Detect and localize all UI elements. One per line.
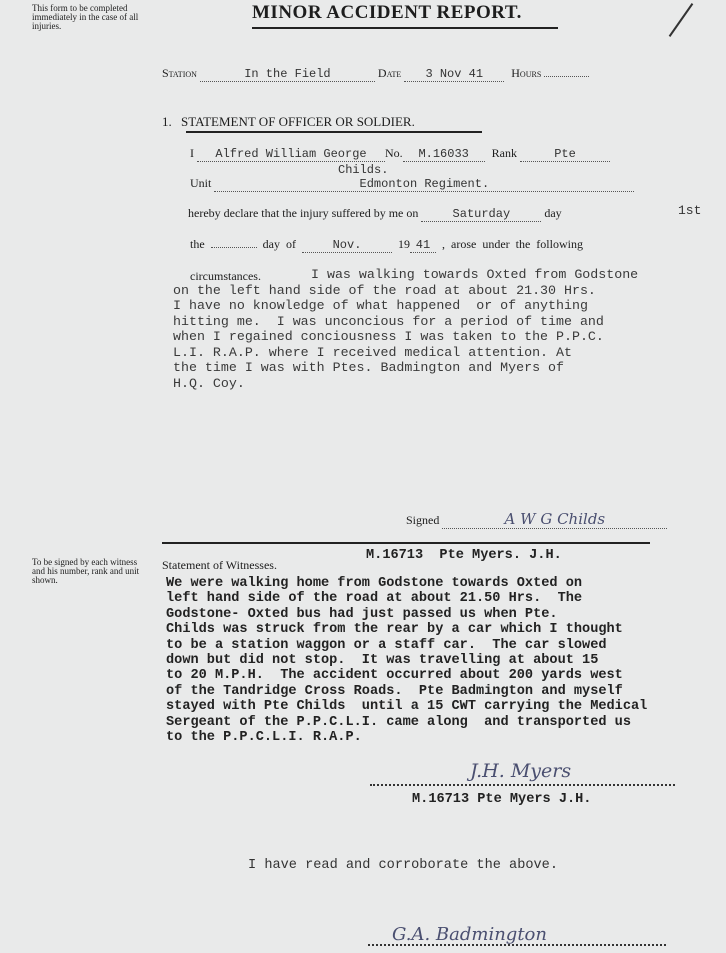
- signed-row: [406, 510, 667, 529]
- i-label: I: [190, 146, 194, 160]
- witness-header: M.16713 Pte Myers. J.H.: [366, 548, 562, 563]
- witness-signature: J.H. Myers: [470, 760, 572, 782]
- year-value: 41: [410, 238, 436, 253]
- margin-note-top: This form to be completed immediately in the case of all injuries.: [32, 3, 139, 31]
- no-label: No.: [385, 146, 403, 160]
- officer-signature: A W G Childs: [442, 510, 667, 529]
- witness-statement: We were walking home from Godstone towards Oxted on left hand side of the road at about 21.50 Hrs. The Godstone- Oxted bus had just passed us when Pte. Childs was struck from the rear by a car which I thought to be a station waggon or a staff car. The car slowed down but did not stop. It was travelling at about 15 to 20 M.P.H. The accident occurred about 200 yards west of the Tandridge Cross Roads. Pte Badmington and myself stayed with Pte Childs until a 15 CWT carrying the Medical Sergeant of the P.P.C.L.I. came along and transported us to the P.P.C.L.I. R.A.P.: [166, 576, 648, 746]
- hours-label: Hours: [511, 66, 542, 80]
- date-row: [190, 237, 583, 253]
- number-value: M.16033: [403, 147, 485, 162]
- section1-heading: [162, 114, 415, 130]
- section1-underline: [186, 131, 482, 133]
- witness-sign-caption: M.16713 Pte Myers J.H.: [412, 792, 592, 807]
- second-witness-sign-line: [368, 944, 666, 946]
- the-label: the: [190, 237, 205, 251]
- surname-value: Childs.: [338, 163, 389, 177]
- hours-value: [544, 76, 589, 77]
- pen-mark: [669, 3, 694, 37]
- name-value: Alfred William George: [197, 147, 385, 162]
- rank-value: Pte: [520, 147, 610, 162]
- day-blank: [211, 247, 257, 248]
- rank-label: Rank: [491, 146, 518, 160]
- station-value: In the Field: [200, 67, 375, 82]
- station-label: Station: [162, 66, 197, 80]
- margin-note-witness: To be signed by each witness and his number, rank and unit shown.: [32, 557, 140, 585]
- declare-text: hereby declare that the injury suffered by me on: [188, 206, 419, 220]
- page-title: MINOR ACCIDENT REPORT.: [252, 2, 522, 23]
- day-of-label: day of: [262, 237, 296, 251]
- day-value: 1st: [678, 203, 702, 218]
- section1-number: 1.: [162, 114, 172, 129]
- witness-sign-line: [370, 784, 675, 786]
- arose-text: , arose under the following: [442, 237, 583, 251]
- title-underline: [252, 27, 558, 29]
- second-witness-signature: G.A. Badmington: [392, 924, 547, 945]
- unit-value: Edmonton Regiment.: [214, 177, 634, 192]
- name-row: [190, 146, 610, 162]
- circumstances-label: circumstances.: [190, 269, 261, 283]
- witness-label: Statement of Witnesses.: [162, 558, 277, 572]
- month-value: Nov.: [302, 238, 392, 253]
- corroborate-text: I have read and corroborate the above.: [248, 858, 558, 873]
- officer-statement: I was walking towards Oxted from Godstone on the left hand side of the road at about 21.30 Hrs. I have no knowledge of what happened or of anything hitting me. I was unconcious for a period of time and when I regained conciousness I was taken to the P.P.C. L.I. R.A.P. where I received medical attention. At the time I was with Ptes. Badmington and Myers of H.Q. Coy.: [173, 267, 639, 391]
- unit-label: Unit: [190, 176, 212, 190]
- declare-row: [188, 206, 562, 222]
- unit-row: [190, 176, 634, 192]
- year-prefix: 19: [398, 237, 410, 251]
- section-divider: [162, 542, 650, 544]
- station-row: [162, 66, 589, 82]
- day-label: day: [544, 206, 562, 220]
- signed-label: Signed: [406, 513, 440, 527]
- weekday-value: Saturday: [421, 207, 541, 222]
- date-value: 3 Nov 41: [404, 67, 504, 82]
- section1-title: STATEMENT OF OFFICER OR SOLDIER.: [181, 114, 415, 129]
- date-label: Date: [377, 66, 402, 80]
